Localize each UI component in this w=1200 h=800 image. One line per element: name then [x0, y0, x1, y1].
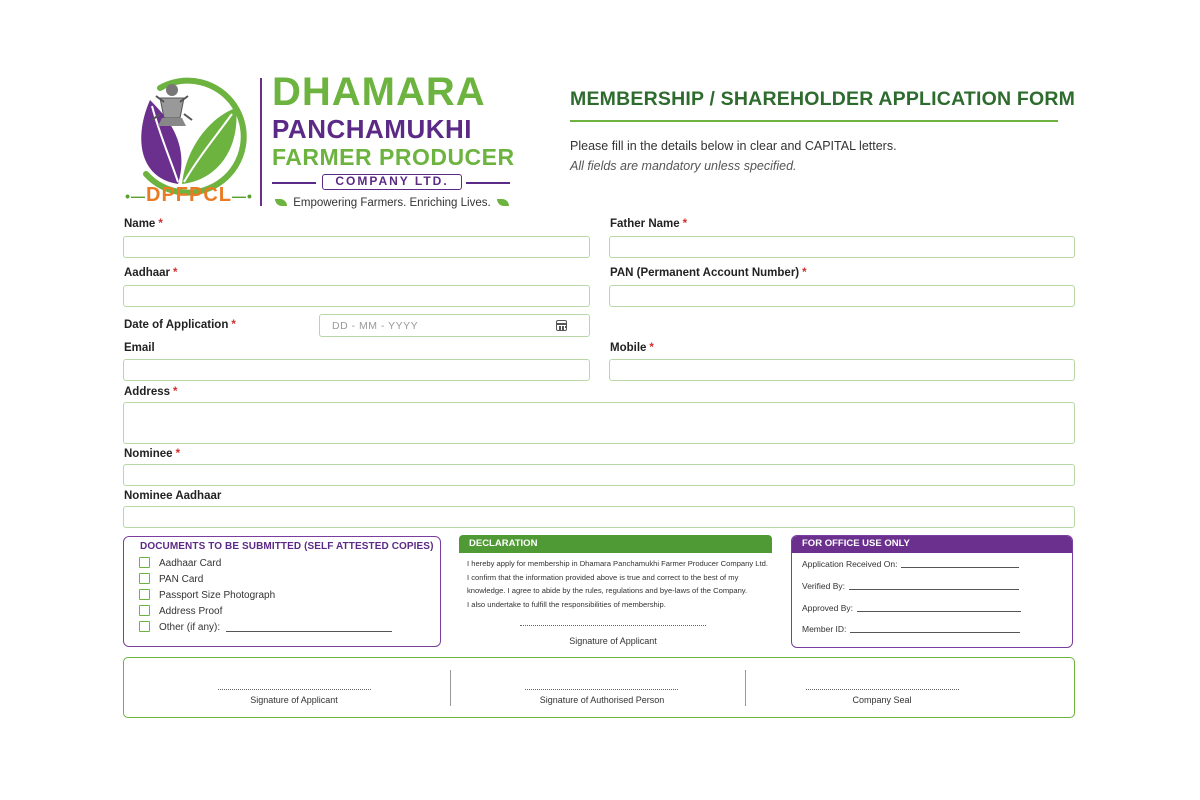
email-label: Email — [124, 342, 155, 354]
logo-tagline-text: Empowering Farmers. Enriching Lives. — [293, 197, 491, 209]
document-item[interactable]: Address Proof — [139, 605, 222, 617]
logo-name-panchamukhi: PANCHAMUKHI — [272, 114, 473, 144]
nominee-aadhaar-field[interactable] — [123, 506, 1075, 528]
checkbox[interactable] — [139, 605, 150, 616]
declaration-title: DECLARATION — [459, 535, 772, 553]
office-use-title: FOR OFFICE USE ONLY — [792, 536, 1072, 553]
document-item[interactable]: PAN Card — [139, 573, 203, 585]
form-title: MEMBERSHIP / SHAREHOLDER APPLICATION FORM — [570, 88, 1076, 110]
aadhaar-label: Aadhaar * — [124, 267, 178, 279]
logo-name-farmer-producer: FARMER PRODUCER — [272, 144, 515, 170]
documents-title: DOCUMENTS TO BE SUBMITTED (SELF ATTESTED COPIES) — [140, 541, 434, 552]
office-row-member-id[interactable]: Member ID: — [802, 624, 1020, 634]
mobile-label: Mobile * — [610, 342, 654, 354]
address-field[interactable] — [123, 402, 1075, 444]
father-name-label: Father Name * — [610, 218, 688, 230]
applicant-signature-line[interactable] — [218, 689, 371, 690]
address-label: Address * — [124, 386, 178, 398]
authorised-signature-line[interactable] — [525, 689, 678, 690]
date-label: Date of Application * — [124, 319, 236, 331]
company-logo — [120, 66, 520, 216]
pan-field[interactable] — [609, 285, 1075, 307]
company-seal-line[interactable] — [806, 689, 959, 690]
office-row-received[interactable]: Application Received On: — [802, 559, 1019, 569]
office-row-approved[interactable]: Approved By: — [802, 603, 1021, 613]
checkbox[interactable] — [139, 589, 150, 600]
checkbox[interactable] — [139, 621, 150, 632]
logo-divider — [260, 78, 262, 206]
applicant-signature-label: Signature of Applicant — [250, 695, 338, 705]
separator — [745, 670, 746, 706]
documents-panel — [123, 536, 441, 647]
pan-label: PAN (Permanent Account Number) * — [610, 267, 807, 279]
declaration-signature-line[interactable] — [520, 625, 706, 626]
aadhaar-field[interactable] — [123, 285, 590, 307]
document-item[interactable]: Aadhaar Card — [139, 557, 221, 569]
leaf-emblem-icon — [120, 66, 260, 196]
signature-box — [123, 657, 1075, 718]
authorised-signature-label: Signature of Authorised Person — [539, 695, 665, 705]
separator — [450, 670, 451, 706]
date-of-application-field[interactable] — [319, 314, 590, 337]
checkbox[interactable] — [139, 557, 150, 568]
logo-abbreviation: •—DPFPCL—• — [125, 184, 253, 206]
calendar-icon[interactable] — [556, 320, 567, 331]
declaration-text: I hereby apply for membership in Dhamara Panchamukhi Farmer Producer Company Ltd. I confirm that the information provided above is true and correct to the best of my knowledge. I agree to abide by the rules, regulations and bye-laws of the Company. I also undertake to fulfill the responsibilities of membership. — [467, 559, 768, 609]
declaration-signature-label: Signature of Applicant — [569, 636, 657, 646]
company-seal-label: Company Seal — [852, 695, 912, 705]
logo-company-ltd: COMPANY LTD. — [322, 174, 462, 190]
mobile-field[interactable] — [609, 359, 1075, 381]
checkbox[interactable] — [139, 573, 150, 584]
document-item[interactable]: Passport Size Photograph — [139, 589, 275, 601]
office-row-verified[interactable]: Verified By: — [802, 581, 1019, 591]
other-document-line[interactable] — [226, 631, 392, 632]
form-instruction: Please fill in the details below in clear and CAPITAL letters. — [570, 139, 897, 153]
date-placeholder: DD - MM - YYYY — [332, 320, 419, 332]
document-item-other[interactable]: Other (if any): — [139, 621, 392, 633]
name-field[interactable] — [123, 236, 590, 258]
office-use-panel — [791, 535, 1073, 648]
logo-tagline — [272, 197, 512, 209]
name-label: Name * — [124, 218, 163, 230]
nominee-aadhaar-label: Nominee Aadhaar — [124, 490, 222, 502]
nominee-field[interactable] — [123, 464, 1075, 486]
leaf-icon — [497, 199, 509, 206]
logo-abbreviation-text: DPFPCL — [146, 184, 232, 206]
logo-company-row — [272, 174, 510, 190]
form-note: All fields are mandatory unless specified. — [570, 159, 797, 173]
father-name-field[interactable] — [609, 236, 1075, 258]
leaf-icon — [275, 199, 287, 206]
logo-name-dhamara: DHAMARA — [272, 70, 486, 114]
email-field[interactable] — [123, 359, 590, 381]
nominee-label: Nominee * — [124, 448, 181, 460]
title-rule — [570, 120, 1058, 122]
